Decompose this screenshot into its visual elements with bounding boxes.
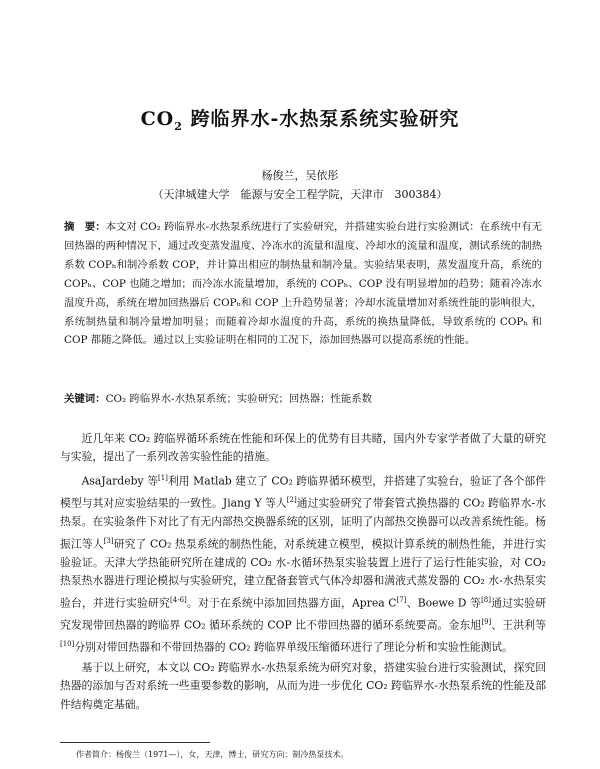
citation[interactable]: [3] xyxy=(103,536,114,545)
paragraph-2: AsaJardeby 等[1]利用 Matlab 建立了 CO₂ 跨临界循环模型，并搭建了实验台，验证了各个部件模型与其对应实验结果的一致性。Jiang Y 等人[2]通过实验研究了带套管式换热器的 CO₂ 跨临界水-水热泵。在实验条件下对比了有无内部热交换器系统的区别，证明了内部热交换器可以改善系统性能。杨振江等人[3]研究了 CO₂ 热泵系统的制热性能，对系统建立模型，模拟计算系统的制热性能，并进行实验验证。天津大学热能研究所在建成的 CO₂ 水-水循环热泵实验装置上进行了运行性能实验，对 CO₂ 热泵热水器进行理论模拟与实验研究，建立配备套管式气体冷却器和满液式蒸发器的 CO₂ 水-水热泵实验台，并进行实验研究[4-6]。对于在系统中添加回热器方面，Aprea C[7]、Boewe D 等[8]通过实验研究发现带回热器的跨临界 CO₂ 循环系统的 COP 比不带回热器的循环系统要高。金东旭[9]、王洪利等[10]分别对带回热器和不带回热器的 CO₂ 跨临界单级压缩循环进行了理论分析和实验性能测试。 xyxy=(60,474,547,654)
authors: 杨俊兰，吴依彤 xyxy=(261,169,339,182)
paragraph-3: 基于以上研究，本文以 CO₂ 跨临界水-水热泵系统为研究对象，搭建实验台进行实验测试，探究回热器的添加与否对系统一些重要参数的影响，从而为进一步优化 CO₂ 跨临界水-水热泵系统的性能及部件结构奠定基础。 xyxy=(60,661,546,711)
keywords-text: CO₂ 跨临界水-水热泵系统；实验研究；回热器；性能系数 xyxy=(105,393,372,405)
keywords xyxy=(64,390,542,405)
footnote-divider xyxy=(60,742,210,743)
citation[interactable]: [1] xyxy=(157,474,168,483)
body-text xyxy=(60,430,546,717)
citation[interactable]: [8] xyxy=(481,595,491,604)
paragraph-1: 近几年来 CO₂ 跨临界循环系统在性能和环保上的优势有目共睹，国内外专家学者做了大量的研究与实验，提出了一系列改善实验性能的措施。 xyxy=(60,432,546,464)
citation[interactable]: [2] xyxy=(286,496,297,505)
author-footnote: 作者简介：杨俊兰（1971—），女，天津，博士，研究方向：制冷热泵技术。 xyxy=(76,750,349,759)
citation[interactable]: [9] xyxy=(481,617,492,626)
affiliation: （天津城建大学 能源与安全工程学院，天津市 300384） xyxy=(152,188,448,201)
keywords-label: 关键词： xyxy=(64,393,106,405)
abstract-text: 本文对 CO₂ 跨临界水-水热泵系统进行了实验研究，并搭建实验台进行实验测试：在系统中有无回热器的两种情况下，通过改变蒸发温度、冷冻水的流量和温度、冷却水的流量和温度，测试系统的制热系数 COPₕ和制冷系数 COP，并计算出相应的制热量和制冷量。实验结果表明，蒸发温度升高，系统的 COPₕ、COP 也随之增加；而冷冻水流量增加，系统的 COPₕ、COP 没有明显增加的趋势；随着冷冻水温度升高，系统在增加回热器后 COPₕ和 COP 上升趋势显著；冷却水流量增加对系统性能的影响很大，系统制热量和制冷量增加明显；而随着冷却水温度的升高，系统的换热量降低，导致系统的 COPₕ 和 COP 都随之降低。通过以上实验证明在相同的工况下，添加回热器可以提高系统的性能。 xyxy=(64,221,543,347)
abstract-label: 摘 要： xyxy=(64,221,106,233)
abstract xyxy=(64,218,542,350)
citation[interactable]: [4-6] xyxy=(170,595,187,604)
paper-title: $CO_2$ 跨临界水-水热泵系统实验研究 xyxy=(140,108,460,133)
citation[interactable]: [10] xyxy=(60,639,75,648)
citation[interactable]: [7] xyxy=(396,595,407,604)
